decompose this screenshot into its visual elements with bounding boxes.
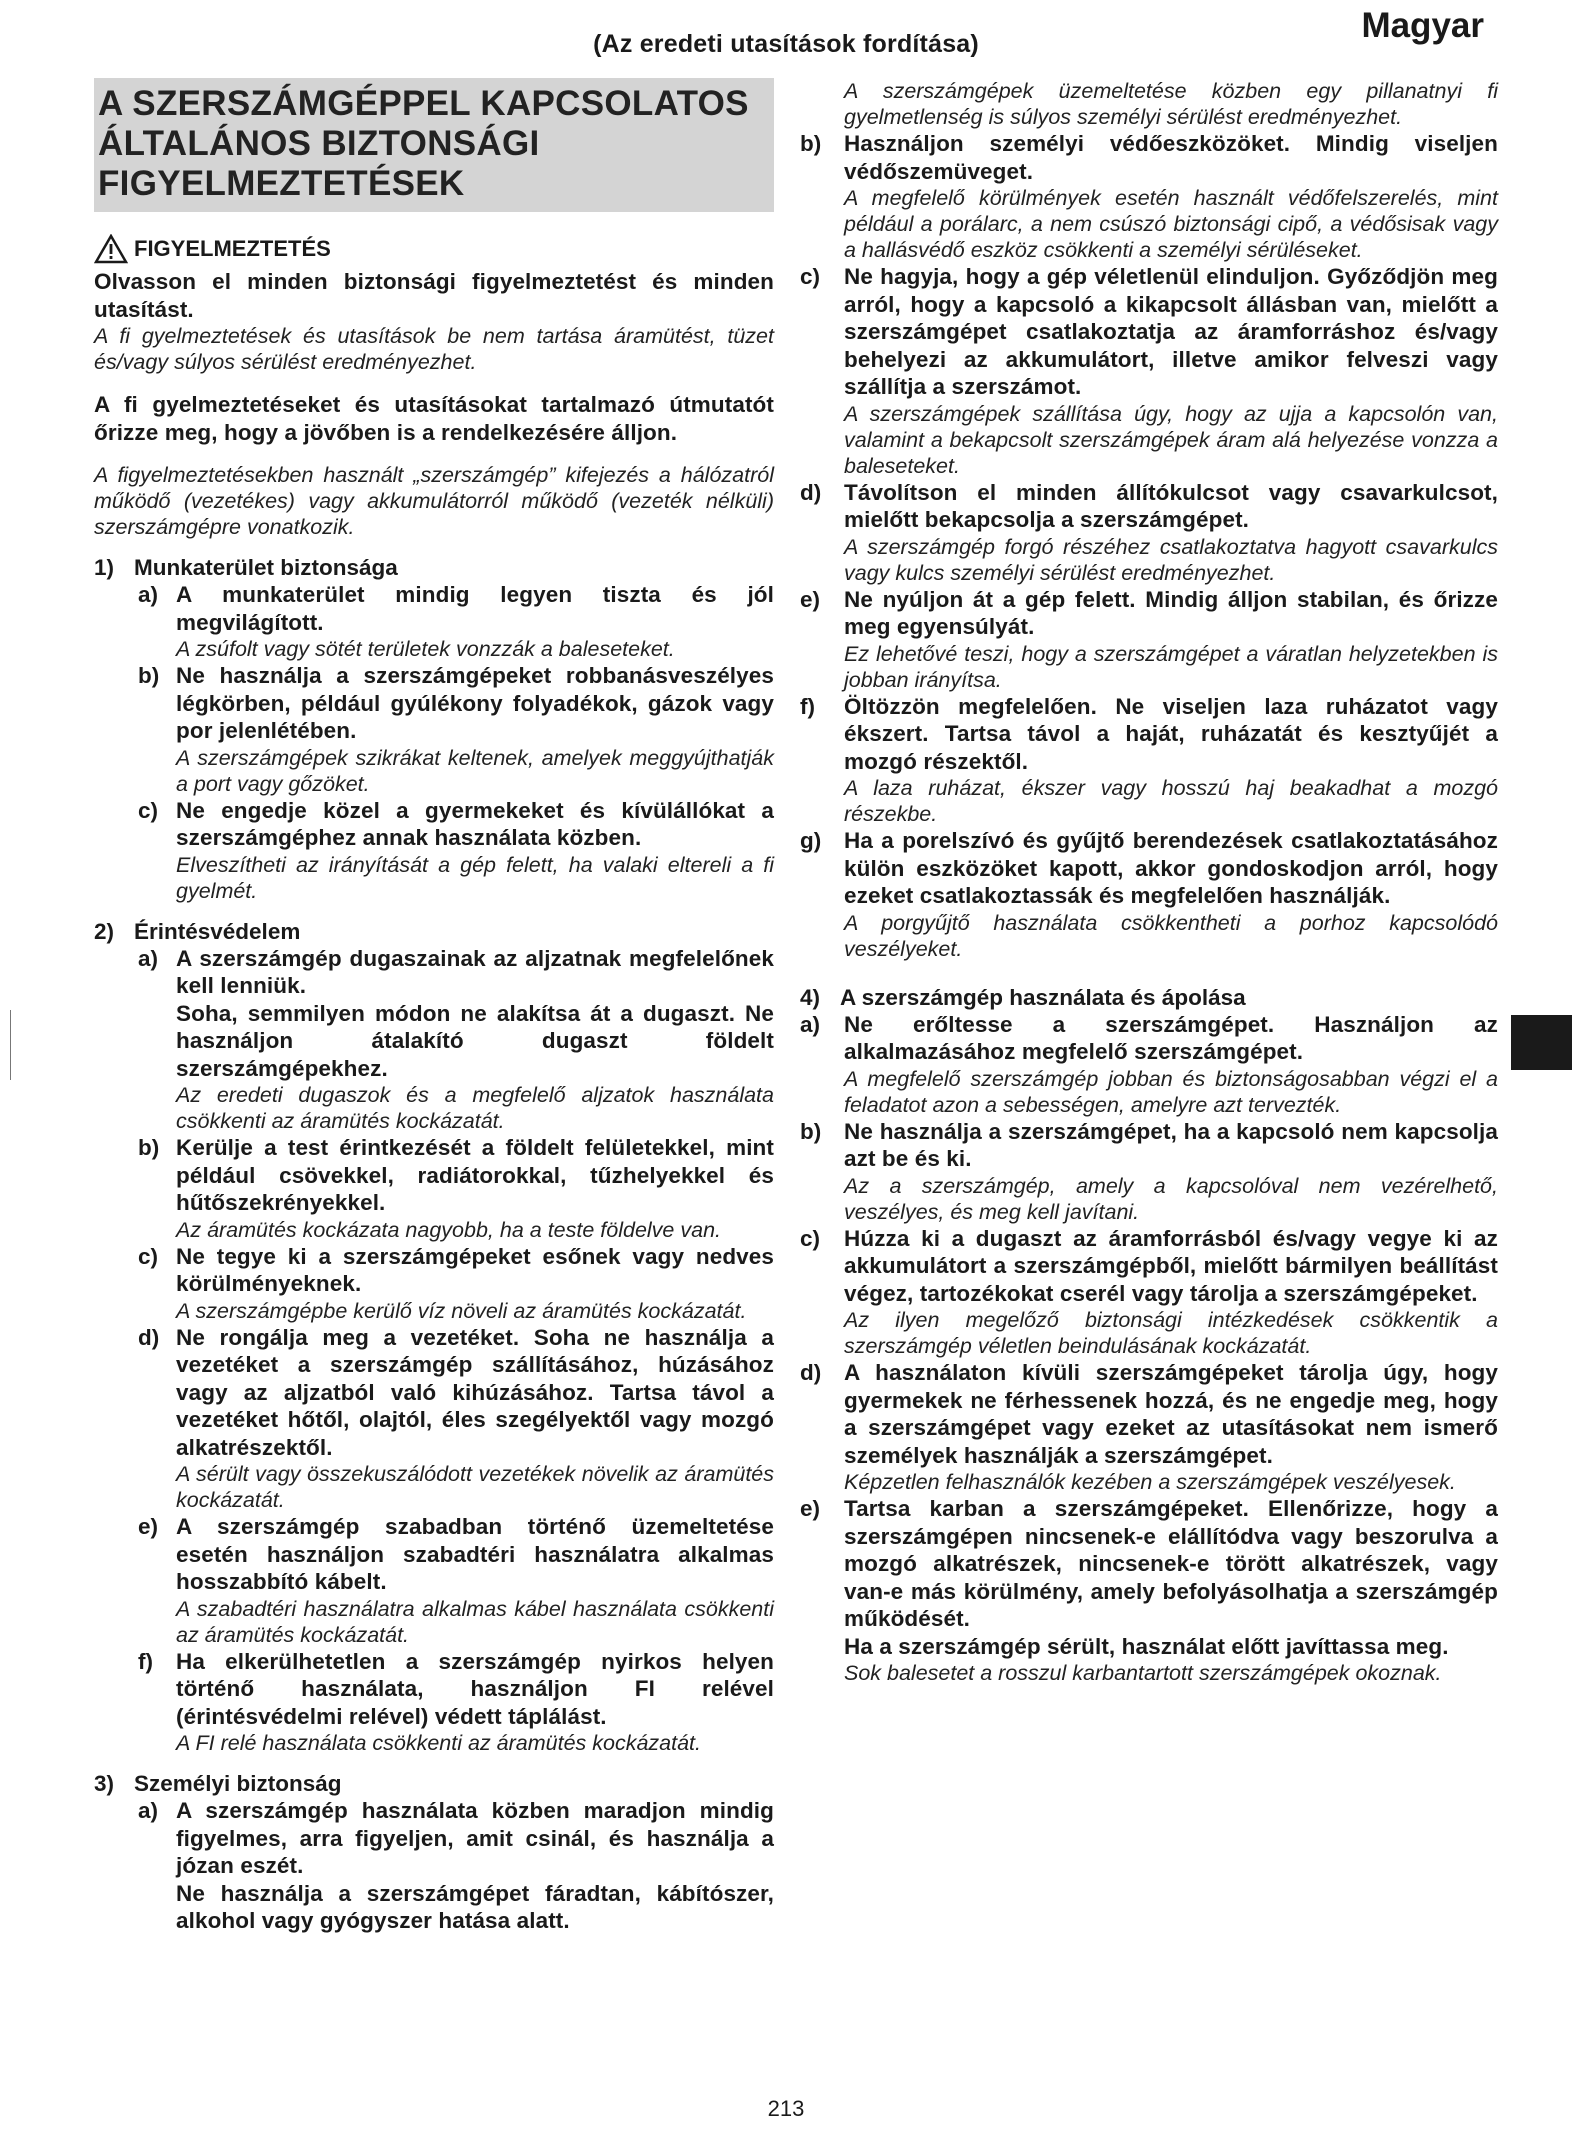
intro-consequence: A fi gyelmeztetések és utasítások be nem tartása áramütést, tüzet és/vagy súlyos sérülést eredményezhet.	[94, 324, 774, 374]
intro-definition: A figyelmeztetésekben használt „szerszámgép” kifejezés a hálózatról működő (vezetékes) vagy akkumulátorról működő (vezeték nélküli) szerszámgépre vonatkozik.	[94, 463, 774, 539]
section-1c: c) Ne engedje közel a gyermekeket és kívülállókat a szerszámgéphez annak használata közben. Elveszítheti az irányítását a gép felett, ha valaki eltereli a fi gyelmét.	[138, 797, 774, 903]
section-1-heading: 1) Munkaterület biztonsága	[94, 555, 398, 580]
warning-heading	[94, 234, 774, 264]
section-3b: b) Használjon személyi védőeszközöket. Mindig viseljen védőszemüveget. A megfelelő körülmények esetén használt védőfelszerelés, mint például a porálarc, a nem csúszó biztonsági cipő, a védősisak vagy a hallásvédő eszköz csökkenti a személyi sérüléseket.	[800, 131, 1498, 262]
section-4e: e) Tartsa karban a szerszámgépeket. Ellenőrizze, hogy a szerszámgépen nincsenek-e elállítódva vagy beszorulva a mozgó alkatrészek, nincsenek-e törött alkatrészek, vagy van-e más körülmény, amely befolyásolhatja a szerszámgép működését. Ha a szerszámgép sérült, használat előtt javíttassa meg. Sok balesetet a rosszul karbantartott szerszámgépek okoznak.	[800, 1496, 1498, 1685]
section-4c: c) Húzza ki a dugaszt az áramforrásból és/vagy vegye ki az akkumulátort a szerszámgépből, mielőtt bármilyen beállítást végez, tartozékokat cserél vagy tárolja a szerszámgépeket. Az ilyen megelőző biztonsági intézkedések csökkentik a szerszámgép véletlen beindulásának kockázatát.	[800, 1225, 1498, 1358]
section-3a-continued: A szerszámgépek üzemeltetése közben egy pillanatnyi fi gyelmetlenség is súlyos személyi sérülést eredményezhet.	[844, 79, 1498, 129]
section-2e: e) A szerszámgép szabadban történő üzemeltetése esetén használjon szabadtéri használatra alkalmas hosszabbító kábelt. A szabadtéri használatra alkalmas kábel használata csökkenti az áramütés kockázatát.	[138, 1514, 774, 1647]
section-3a: a) A szerszámgép használata közben maradjon mindig figyelmes, arra figyeljen, amit csinál, és használja a józan eszét. Ne használja a szerszámgépet fáradtan, kábítószer, alkohol vagy gyógyszer hatása alatt.	[138, 1798, 774, 1933]
section-2f: f) Ha elkerülhetetlen a szerszámgép nyirkos helyen történő használata, használjon FI relével (érintésvédelmi relével) védett táplálást. A FI relé használata csökkenti az áramütés kockázatát.	[138, 1648, 774, 1755]
section-2-heading: 2) Érintésvédelem	[94, 918, 301, 944]
section-4a: a) Ne erőltesse a szerszámgépet. Használjon az alkalmazásához megfelelő szerszámgépet. A megfelelő szerszámgép jobban és biztonságosabban végzi el a feladatot azon a sebességen, amelyre azt tervezték.	[800, 1011, 1498, 1117]
section-2b: b) Kerülje a test érintkezését a földelt felületekkel, mint például csövekkel, radiátorokkal, tűzhelyekkel és hűtőszekrényekkel. Az áramütés kockázata nagyobb, ha a teste földelve van.	[138, 1135, 774, 1242]
section-3f: f) Öltözzön megfelelően. Ne viseljen laza ruházatot vagy ékszert. Tartsa távol a haját, ruházatát és kesztyűjét a mozgó részektől. A laza ruházat, ékszer vagy hosszú haj beakadhat a mozgó részekbe.	[800, 693, 1498, 826]
margin-line	[10, 1010, 11, 1080]
section-4b: b) Ne használja a szerszámgépet, ha a kapcsoló nem kapcsolja azt be és ki. Az a szerszámgép, amely a kapcsolóval nem vezérelhető, veszélyes, és meg kell javítani.	[800, 1118, 1498, 1224]
section-3g: g) Ha a porelszívó és gyűjtő berendezések csatlakoztatásához külön eszközöket kapott, akkor gondoskodjon arról, hogy ezeket csatlakoztassák és megfelelően használják. A porgyűjtő használata csökkentheti a porhoz kapcsolódó veszélyeket.	[800, 828, 1498, 961]
right-column	[800, 78, 1498, 1686]
section-1a: a) A munkaterület mindig legyen tiszta és jól megvilágított. A zsúfolt vagy sötét területek vonzzák a baleseteket.	[138, 582, 774, 661]
section-3c: c) Ne hagyja, hogy a gép véletlenül elinduljon. Győződjön meg arról, hogy a kapcsoló a kikapcsolt állásban van, mielőtt a szerszámgépet csatlakoztatja az áramforráshoz és/vagy behelyezi az akkumulátort, illetve amikor felveszi vagy szállítja a szerszámot. A szerszámgépek szállítása úgy, hogy az ujja a kapcsolón van, valamint a bekapcsolt szerszámgépek áram alá helyezése vonzza a baleseteket.	[800, 264, 1498, 478]
section-tab-marker	[1511, 1015, 1572, 1070]
warning-triangle-icon	[94, 234, 128, 264]
section-3e: e) Ne nyúljon át a gép felett. Mindig álljon stabilan, és őrizze meg egyensúlyát. Ez lehetővé teszi, hogy a szerszámgépet a váratlan helyzetekben is jobban irányítsa.	[800, 586, 1498, 692]
section-4d: d) A használaton kívüli szerszámgépeket tárolja úgy, hogy gyermekek ne férhessenek hozzá, és ne engedje meg, hogy a szerszámgépet vagy ezeket az utasításokat nem ismerő személyek használják a szerszámgépet. Képzetlen felhasználók kezében a szerszámgépek veszélyesek.	[800, 1360, 1498, 1494]
section-3-heading: 3) Személyi biztonság	[94, 1771, 342, 1796]
page-title: A SZERSZÁMGÉPPEL KAPCSOLATOS ÁLTALÁNOS BIZTONSÁGI FIGYELMEZTETÉSEK	[94, 78, 774, 212]
section-2a: a) A szerszámgép dugaszainak az aljzatnak megfelelőnek kell lenniük. Soha, semmilyen módon ne alakítsa át a dugaszt. Ne használjon átalakító dugaszt földelt szerszámgépekhez. Az eredeti dugaszok és a megfelelő aljzatok használata csökkenti az áramütés kockázatát.	[138, 945, 774, 1133]
intro-keep-manual: A fi gyelmeztetéseket és utasításokat tartalmazó útmutatót őrizze meg, hogy a jövőben is a rendelkezésére álljon.	[94, 392, 774, 445]
section-3d: d) Távolítson el minden állítókulcsot vagy csavarkulcsot, mielőtt bekapcsolja a szerszámgépet. A szerszámgép forgó részéhez csatlakoztatva hagyott csavarkulcs vagy kulcs személyi sérülést eredményezhet.	[800, 479, 1498, 585]
translation-note: (Az eredeti utasítások fordítása)	[593, 30, 979, 58]
page-number: 213	[767, 2096, 805, 2121]
warning-label: FIGYELMEZTETÉS	[134, 236, 331, 261]
language-label: Magyar	[1361, 6, 1484, 45]
section-4-heading: 4) A szerszámgép használata és ápolása	[800, 984, 1246, 1010]
section-2c: c) Ne tegye ki a szerszámgépeket esőnek vagy nedves körülményeknek. A szerszámgépbe kerülő víz növeli az áramütés kockázatát.	[138, 1243, 774, 1323]
section-1b: b) Ne használja a szerszámgépeket robbanásveszélyes légkörben, például gyúlékony folyadékok, gázok vagy por jelenlétében. A szerszámgépek szikrákat keltenek, amelyek meggyújthatják a port vagy gőzöket.	[138, 663, 774, 796]
section-2d: d) Ne rongálja meg a vezetéket. Soha ne használja a vezetéket a szerszámgép szállításához, húzásához vagy az aljzatból való kihúzásához. Tartsa távol a vezetéket hőtől, olajtól, éles szegélyektől vagy mozgó alkatrészektől. A sérült vagy összekuszálódott vezetékek növelik az áramütés kockázatát.	[138, 1324, 774, 1512]
intro-read-all: Olvasson el minden biztonsági figyelmeztetést és minden utasítást.	[94, 269, 774, 322]
left-column	[94, 78, 774, 1935]
